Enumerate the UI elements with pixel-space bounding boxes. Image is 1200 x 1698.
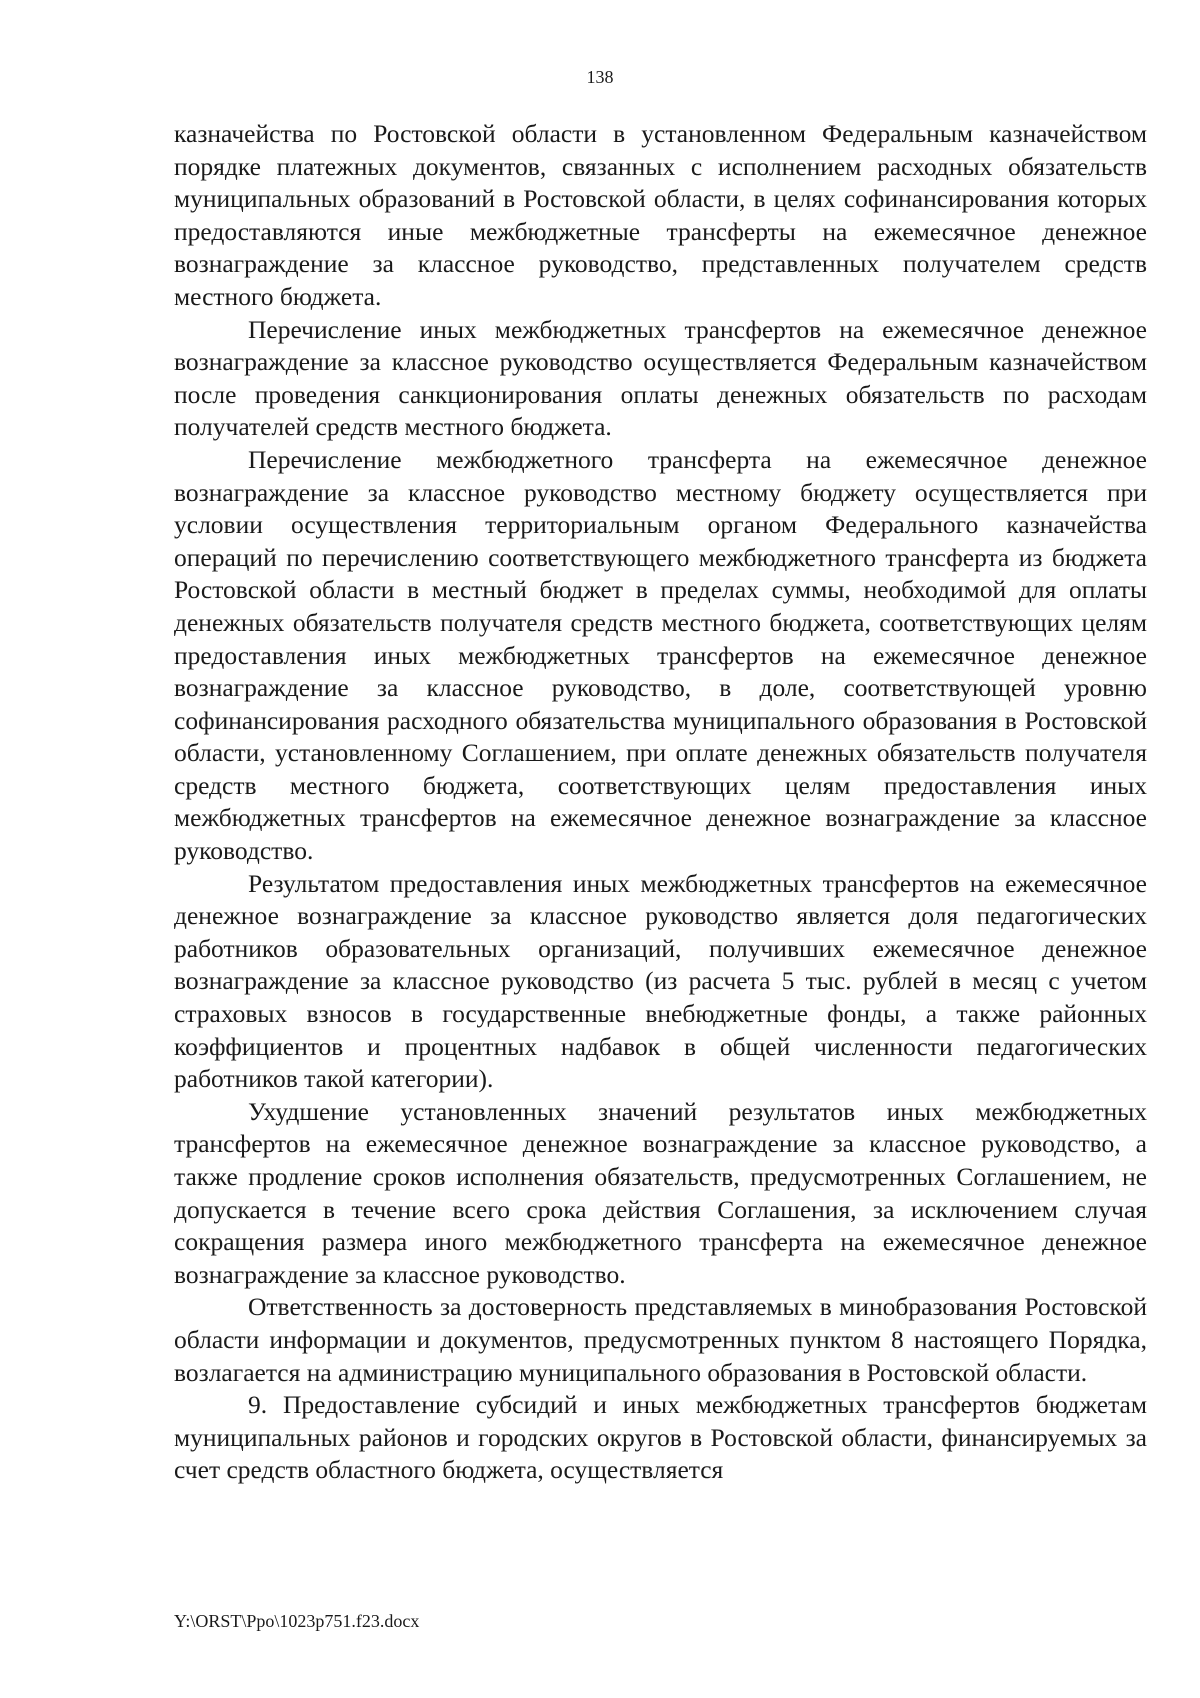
paragraph-transfer-by-treasury: Перечисление иных межбюджетных трансфертов на ежемесячное денежное вознаграждение за классное руководство осуществляется Федеральным казначейством после проведения санкционирования оплаты денежных обязательств по расходам получателей средств местного бюджета. <box>174 314 1147 442</box>
paragraph-deterioration-prohibited: Ухудшение установленных значений результатов иных межбюджетных трансфертов на ежемесячное денежное вознаграждение за классное руководство, а также продление сроков исполнения обязательств, предусмотренных Соглашением, не допускается в течение всего срока действия Соглашения, за исключением случая сокращения размера иного межбюджетного трансферта на ежемесячное денежное вознаграждение за классное руководство. <box>174 1096 1147 1289</box>
paragraph-item-9: 9. Предоставление субсидий и иных межбюджетных трансфертов бюджетам муниципальных районов и городских округов в Ростовской области, финансируемых за счет средств областного бюджета, осуществляется <box>174 1390 1147 1485</box>
footer-file-path: Y:\ORST\Ppo\1023p751.f23.docx <box>174 1611 420 1631</box>
paragraph-responsibility: Ответственность за достоверность представляемых в минобразования Ростовской области информации и документов, предусмотренных пунктом 8 настоящего Порядка, возлагается на администрацию муниципального образования в Ростовской области. <box>174 1292 1147 1387</box>
document-body <box>174 118 1147 1487</box>
page-number: 138 <box>586 67 614 87</box>
paragraph-transfer-conditions: Перечисление межбюджетного трансферта на ежемесячное денежное вознаграждение за классное руководство местному бюджету осуществляется при условии осуществления территориальным органом Федерального казначейства операций по перечислению соответствующего межбюджетного трансферта из бюджета Ростовской области в местный бюджет в пределах суммы, необходимой для оплаты денежных обязательств получателя средств местного бюджета, соответствующих целям предоставления иных межбюджетных трансфертов на ежемесячное денежное вознаграждение за классное руководство, в доле, соответствующей уровню софинансирования расходного обязательства муниципального образования в Ростовской области, установленному Соглашением, при оплате денежных обязательств получателя средств местного бюджета, соответствующих целям предоставления иных межбюджетных трансфертов на ежемесячное денежное вознаграждение за классное руководство. <box>174 444 1147 866</box>
paragraph-result-indicator: Результатом предоставления иных межбюджетных трансфертов на ежемесячное денежное вознаграждение за классное руководство является доля педагогических работников образовательных организаций, получивших ежемесячное денежное вознаграждение за классное руководство (из расчета 5 тыс. рублей в месяц с учетом страховых взносов в государственные внебюджетные фонды, а также районных коэффициентов и процентных надбавок в общей численности педагогических работников такой категории). <box>174 868 1147 1094</box>
paragraph-continuation: казначейства по Ростовской области в установленном Федеральным казначейством порядке платежных документов, связанных с исполнением расходных обязательств муниципальных образований в Ростовской области, в целях софинансирования которых предоставляются иные межбюджетные трансферты на ежемесячное денежное вознаграждение за классное руководство, представленных получателем средств местного бюджета. <box>174 119 1147 311</box>
